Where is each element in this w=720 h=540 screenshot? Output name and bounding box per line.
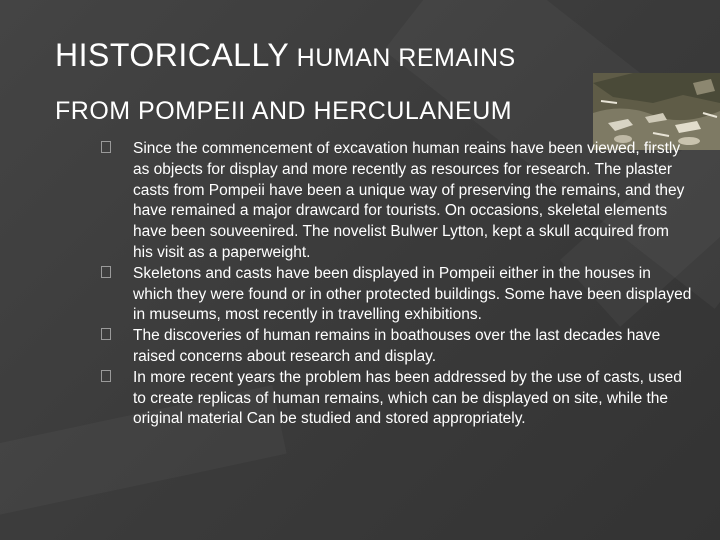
list-item [133, 264, 693, 326]
square-bullet-icon [101, 328, 111, 340]
bullet-text: Skeletons and casts have been displayed in Pompeii either in the houses in which they were found or in other protected buildings. Some have been displayed in museums, most recently in travelling exhibitions. [133, 264, 692, 324]
title-line1-small: HUMAN REMAINS [289, 44, 516, 72]
list-item [133, 326, 693, 368]
slide-title [55, 30, 695, 136]
bullet-text: In more recent years the problem has been addressed by the use of casts, used to create replicas of human remains, which can be displayed on site, while the original material Can be studied and stored appropriately. [133, 368, 682, 428]
square-bullet-icon [101, 370, 111, 382]
list-item [133, 139, 693, 264]
bullet-text: Since the commencement of excavation human reains have been viewed, firstly as objects for display and more recently as resources for research. The plaster casts from Pompeii have been a unique way of preserving the remains, and they have remained a major drawcard for tourists. On occasions, skeletal elements have been souveenired. The novelist Bulwer Lytton, kept a skull acquired from his visit as a paperweight. [133, 140, 685, 261]
bullet-list [133, 139, 693, 430]
bullet-text: The discoveries of human remains in boathouses over the last decades have raised concerns about research and display. [133, 327, 661, 365]
title-line2: FROM POMPEII AND HERCULANEUM [55, 97, 513, 125]
square-bullet-icon [101, 141, 111, 153]
square-bullet-icon [101, 266, 111, 278]
title-line1-big: HISTORICALLY [55, 37, 290, 73]
list-item [133, 368, 693, 430]
